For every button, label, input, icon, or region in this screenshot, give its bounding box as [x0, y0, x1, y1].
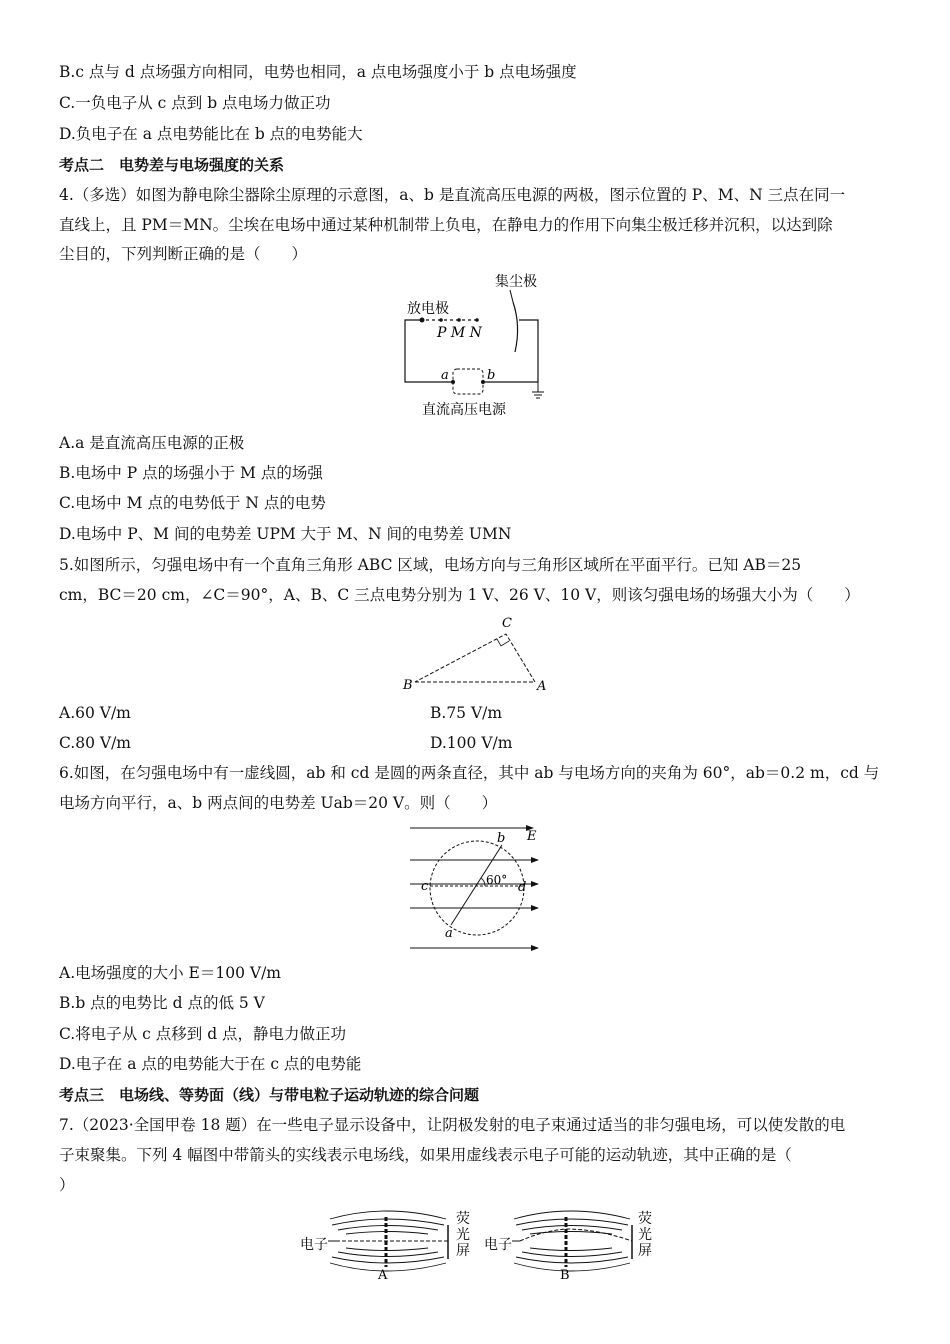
- fig4-discharge-label: 放电极: [407, 301, 449, 317]
- q7-stem-line3: ）: [59, 1176, 75, 1194]
- fig5-vertex-a: A: [537, 679, 547, 694]
- fig7b-screen-char3: 屏: [638, 1243, 652, 1259]
- q6-stem-line1: 6.如图，在匀强电场中有一虚线圆，ab 和 cd 是圆的两条直径，其中 ab 与电场方向的夹角为 60°，ab＝0.2 m，cd 与: [59, 764, 880, 782]
- fig7b-screen-char1: 荧: [638, 1211, 652, 1227]
- q5-option-a: A.60 V/m: [59, 704, 131, 722]
- fig6-field-label: E: [527, 829, 537, 844]
- q5-option-b: B.75 V/m: [430, 704, 503, 722]
- q5-option-c: C.80 V/m: [59, 734, 131, 752]
- q4-stem-line1: 4.（多选）如图为静电除尘器除尘原理的示意图，a、b 是直流高压电源的两极，图示位置的 P、M、N 三点在同一: [59, 186, 846, 204]
- fig6-point-c: c: [421, 879, 429, 894]
- fig5-triangle-diagram: [398, 612, 554, 696]
- q4-stem-line3: 尘目的，下列判断正确的是（ ）: [59, 245, 308, 263]
- q4-option-b: B.电场中 P 点的场强小于 M 点的场强: [59, 464, 323, 482]
- fig6-point-d: d: [518, 880, 527, 895]
- fig7a-screen-char2: 光: [456, 1227, 470, 1243]
- q6-option-c: C.将电子从 c 点移到 d 点，静电力做正功: [59, 1025, 347, 1043]
- fig7b-screen-char2: 光: [638, 1227, 652, 1243]
- q4-option-d: D.电场中 P、M 间的电势差 UPM 大于 M、N 间的电势差 UMN: [59, 525, 512, 543]
- fig7a-screen-char3: 屏: [456, 1243, 470, 1259]
- fig7b-electron-label: 电子: [484, 1237, 512, 1253]
- q6-option-b: B.b 点的电势比 d 点的低 5 V: [59, 994, 265, 1012]
- fig4-source-label: 直流高压电源: [422, 402, 506, 418]
- fig4-precipitator-diagram: [395, 268, 560, 423]
- fig4-pole-a: a: [441, 368, 449, 383]
- q5-option-d: D.100 V/m: [430, 734, 513, 752]
- fig5-vertex-b: B: [403, 678, 413, 693]
- fig6-field-circle-diagram: [405, 820, 550, 955]
- fig4-collector-label: 集尘极: [495, 274, 537, 290]
- fig7a-label: A: [378, 1268, 388, 1283]
- q5-stem-line2: cm，BC＝20 cm，∠C＝90°，A、B、C 三点电势分别为 1 V、26 V、10 V，则该匀强电场的场强大小为（ ）: [59, 586, 860, 604]
- fig7-diagram-b: [482, 1205, 672, 1285]
- q7-stem-line2: 子束聚集。下列 4 幅图中带箭头的实线表示电场线，如果用虚线表示电子可能的运动轨迹，其中正确的是（: [59, 1146, 792, 1164]
- fig4-pmn-labels: P M N: [437, 325, 482, 341]
- fig7a-screen-char1: 荧: [456, 1211, 470, 1227]
- q5-stem-line1: 5.如图所示，匀强电场中有一个直角三角形 ABC 区域，电场方向与三角形区域所在平面平行。已知 AB＝25: [59, 556, 802, 574]
- q7-stem-line1: 7.（2023·全国甲卷 18 题）在一些电子显示设备中，让阴极发射的电子束通过适当的非匀强电场，可以使发散的电: [59, 1116, 846, 1134]
- q3-option-b: B.c 点与 d 点场强方向相同，电势也相同，a 点电场强度小于 b 点电场强度: [59, 63, 577, 81]
- q4-stem-line2: 直线上，且 PM＝MN。尘埃在电场中通过某种机制带上负电，在静电力的作用下向集尘极迁移并沉积，以达到除: [59, 216, 833, 234]
- fig6-angle-label: 60°: [486, 873, 508, 887]
- fig7a-electron-label: 电子: [300, 1237, 328, 1253]
- section-heading-3: 考点三 电场线、等势面（线）与带电粒子运动轨迹的综合问题: [59, 1086, 480, 1104]
- q6-option-d: D.电子在 a 点的电势能大于在 c 点的电势能: [59, 1055, 362, 1073]
- fig4-pole-b: b: [487, 368, 496, 383]
- fig7-diagram-a: [298, 1205, 488, 1285]
- fig6-point-a: a: [445, 926, 453, 941]
- q6-stem-line2: 电场方向平行，a、b 两点间的电势差 Uab＝20 V。则（ ）: [59, 794, 498, 812]
- q4-option-c: C.电场中 M 点的电势低于 N 点的电势: [59, 494, 326, 512]
- q3-option-c: C.一负电子从 c 点到 b 点电场力做正功: [59, 94, 331, 112]
- fig7b-label: B: [560, 1268, 570, 1283]
- fig6-point-b: b: [497, 831, 506, 846]
- q6-option-a: A.电场强度的大小 E＝100 V/m: [59, 964, 281, 982]
- q4-option-a: A.a 是直流高压电源的正极: [59, 434, 245, 452]
- section-heading-2: 考点二 电势差与电场强度的关系: [59, 156, 285, 174]
- q3-option-d: D.负电子在 a 点电势能比在 b 点的电势能大: [59, 125, 363, 143]
- fig5-vertex-c: C: [502, 616, 512, 631]
